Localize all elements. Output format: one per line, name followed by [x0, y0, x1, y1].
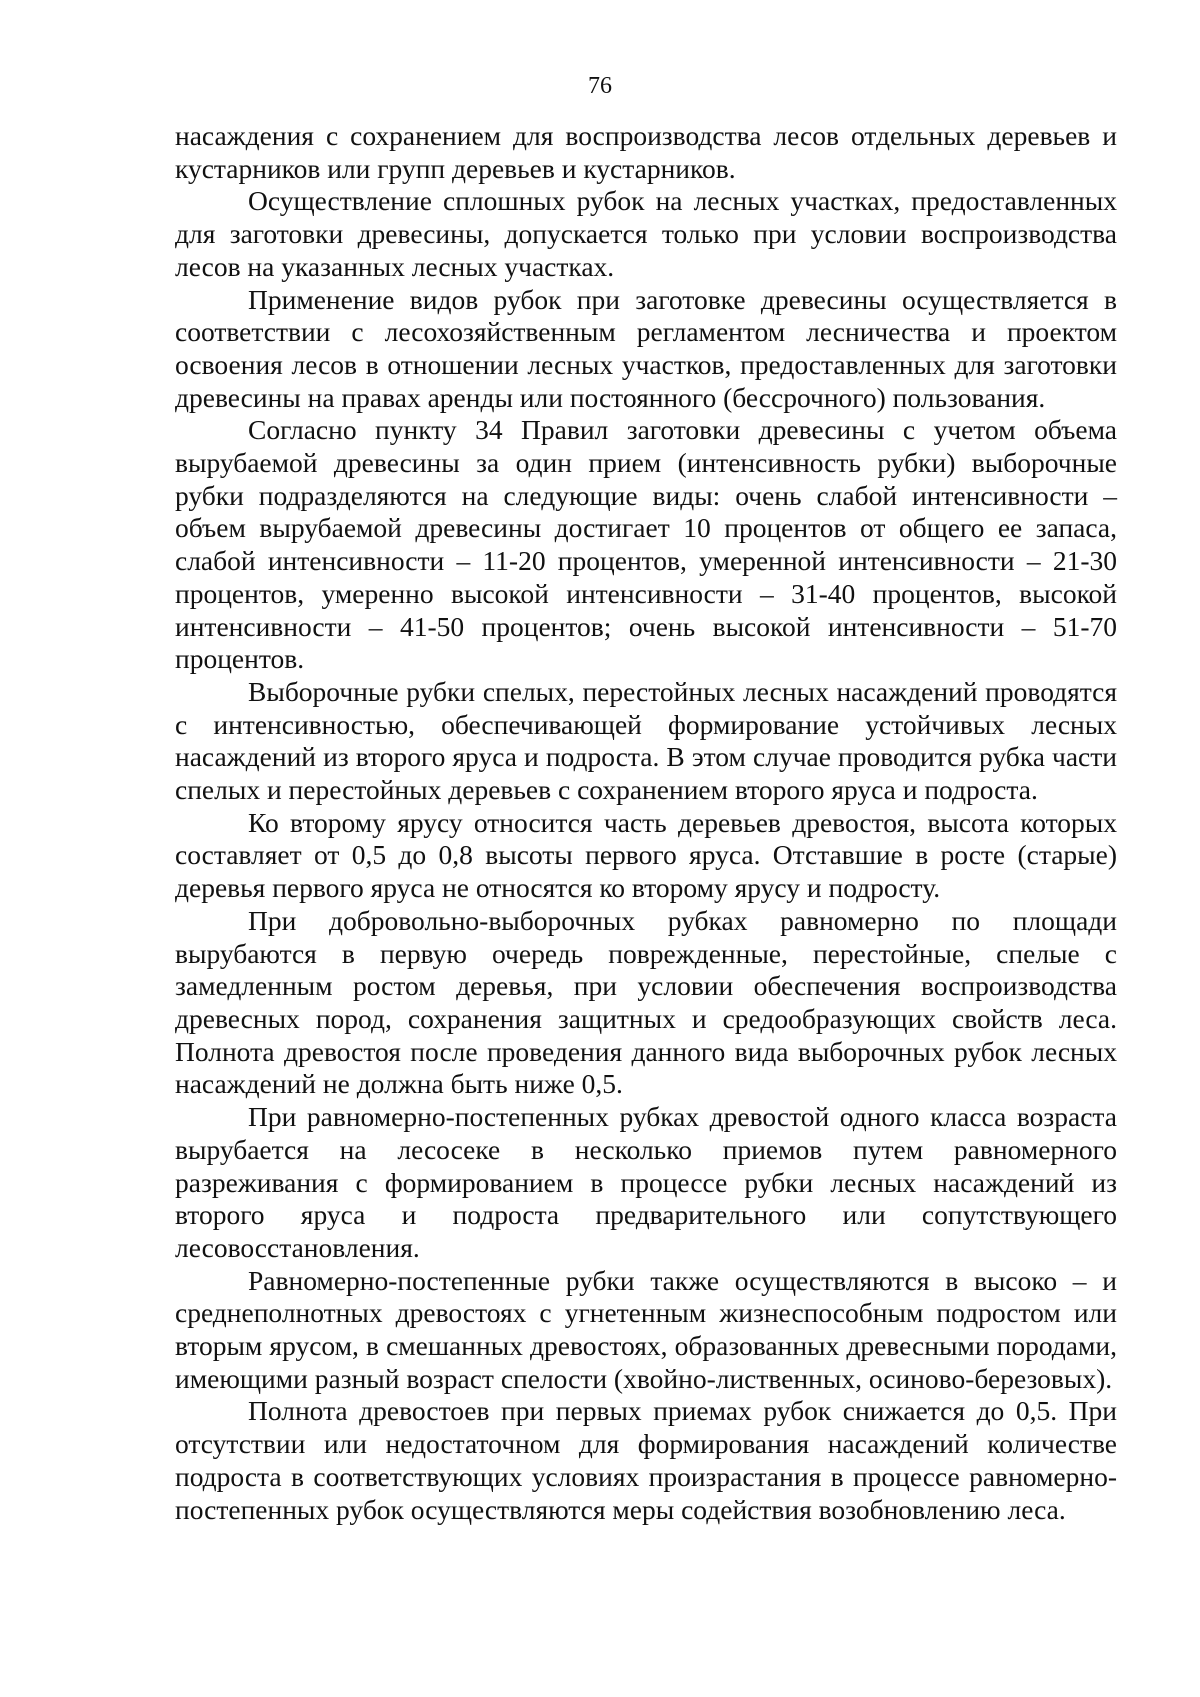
paragraph-continuation: насаждения с сохранением для воспроизводства лесов отдельных деревьев и кустарников или групп деревьев и кустарников. [175, 120, 1117, 184]
paragraph-voluntary-selective-logging: При добровольно-выборочных рубках равномерно по площади вырубаются в первую очередь поврежденные, перестойные, спелые с замедленным ростом деревья, при условии обеспечения воспроизводства древесных пород, сохранения защитных и средообразующих свойств леса. Полнота древостоя после проведения данного вида выборочных рубок лесных насаждений не должна быть ниже 0,5. [175, 904, 1117, 1100]
paragraph-second-tier-definition: Ко второму ярусу относится часть деревьев древостоя, высота которых составляет от 0,5 до 0,8 высоты первого яруса. Отставшие в росте (старые) деревья первого яруса не относятся ко второму ярусу и подросту. [175, 806, 1117, 904]
paragraph-selective-logging-intensity: Согласно пункту 34 Правил заготовки древесины с учетом объема вырубаемой древесины за один прием (интенсивность рубки) выборочные рубки подразделяются на следующие виды: очень слабой интенсивности – объем вырубаемой древесины достигает 10 процентов от общего ее запаса, слабой интенсивности – 11-20 процентов, умеренной интенсивности – 21-30 процентов, умеренно высокой интенсивности – 31-40 процентов, высокой интенсивности – 41-50 процентов; очень высокой интенсивности – 51-70 процентов. [175, 414, 1117, 675]
paragraph-uniform-gradual-logging: При равномерно-постепенных рубках древостой одного класса возраста вырубается на лесосеке в несколько приемов путем равномерного разреживания с формированием в процессе рубки лесных насаждений из второго яруса и подроста предварительного или сопутствующего лесовосстановления. [175, 1101, 1117, 1263]
paragraph-logging-types-application: Применение видов рубок при заготовке древесины осуществляется в соответствии с лесохозяйственным регламентом лесничества и проектом освоения лесов в отношении лесных участков, предоставленных для заготовки древесины на правах аренды или постоянного (бессрочного) пользования. [175, 283, 1117, 413]
paragraph-clearcut-conditions: Осуществление сплошных рубок на лесных участках, предоставленных для заготовки древесины, допускается только при условии воспроизводства лесов на указанных лесных участках. [175, 185, 1117, 282]
paragraph-selective-logging-mature-stands: Выборочные рубки спелых, перестойных лесных насаждений проводятся с интенсивностью, обеспечивающей формирование устойчивых лесных насаждений из второго яруса и подроста. В этом случае проводится рубка части спелых и перестойных деревьев с сохранением второго яруса и подроста. [175, 675, 1117, 806]
document-body [175, 120, 1117, 1526]
paragraph-stand-density-reduction: Полнота древостоев при первых приемах рубок снижается до 0,5. При отсутствии или недостаточном для формирования насаждений количестве подроста в соответствующих условиях произрастания в процессе равномерно-постепенных рубок осуществляются меры содействия возобновлению леса. [175, 1395, 1117, 1525]
paragraph-uniform-gradual-logging-stands: Равномерно-постепенные рубки также осуществляются в высоко – и среднеполнотных древостоях с угнетенным жизнеспособным подростом или вторым ярусом, в смешанных древостоях, образованных древесными породами, имеющими разный возраст спелости (хвойно-лиственных, осиново-березовых). [175, 1264, 1117, 1394]
page-number: 76 [588, 73, 612, 99]
